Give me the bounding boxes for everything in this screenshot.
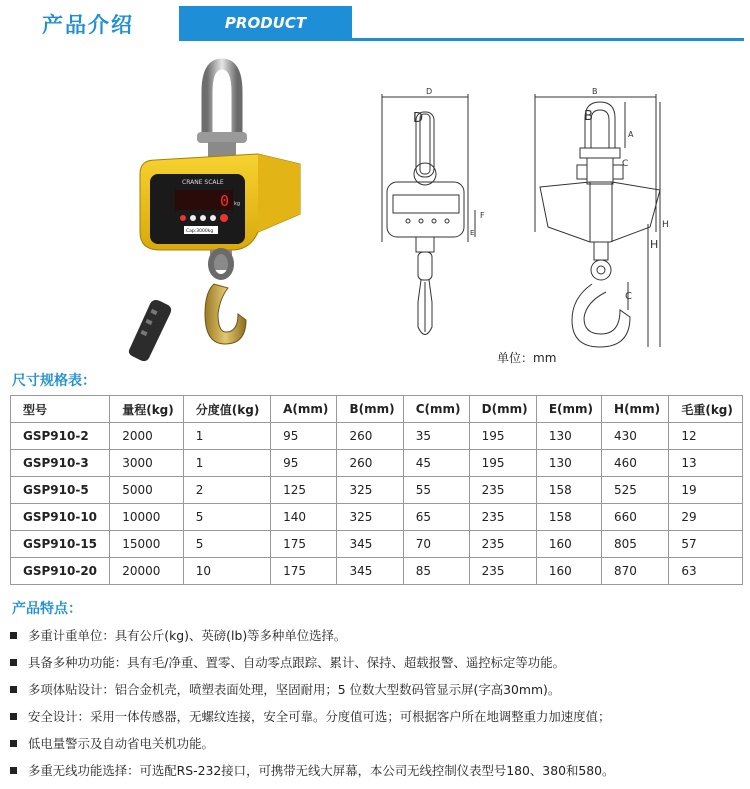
table-cell: 325 — [337, 504, 403, 531]
table-cell: 345 — [337, 531, 403, 558]
table-cell: 870 — [602, 558, 669, 585]
table-cell: 10 — [183, 558, 270, 585]
svg-text:A: A — [628, 130, 634, 139]
bullet-icon — [10, 713, 17, 720]
list-item — [10, 649, 745, 676]
table-cell: 260 — [337, 423, 403, 450]
feature-text: 多项体贴设计：铝合金机壳，喷塑表面处理，坚固耐用；5 位数大型数码管显示屏(字高30mm)。 — [28, 682, 561, 697]
display-unit: kg — [234, 201, 241, 207]
table-cell: 5 — [183, 504, 270, 531]
table-cell: 525 — [602, 477, 669, 504]
table-cell: 13 — [669, 450, 743, 477]
table-cell: 35 — [403, 423, 469, 450]
table-cell: 57 — [669, 531, 743, 558]
feature-text: 安全设计：采用一体传感器，无螺纹连接，安全可靠。分度值可选；可根据客户所在地调整重力加速度值； — [28, 709, 611, 724]
column-header: 毛重(kg) — [669, 396, 743, 423]
table-cell: 660 — [602, 504, 669, 531]
table-cell: GSP910-15 — [11, 531, 110, 558]
cap-label: Cap:3000kg — [186, 229, 214, 234]
table-row — [11, 531, 743, 558]
product-hero — [0, 52, 750, 364]
scale-body-icon — [140, 154, 300, 250]
features-list — [10, 622, 745, 784]
table-cell: 158 — [536, 504, 601, 531]
table-cell: 430 — [602, 423, 669, 450]
list-item — [10, 703, 745, 730]
table-cell: 130 — [536, 450, 601, 477]
table-cell: 195 — [469, 423, 536, 450]
table-cell: 235 — [469, 504, 536, 531]
header-rule — [179, 38, 744, 41]
table-cell: GSP910-3 — [11, 450, 110, 477]
table-cell: GSP910-20 — [11, 558, 110, 585]
table-cell: 19 — [669, 477, 743, 504]
table-cell: 160 — [536, 531, 601, 558]
table-cell: 45 — [403, 450, 469, 477]
list-item — [10, 757, 745, 784]
bullet-icon — [10, 767, 17, 774]
spec-table — [10, 395, 743, 585]
spec-table-title: 尺寸规格表： — [12, 373, 96, 389]
table-cell: 805 — [602, 531, 669, 558]
table-cell: 140 — [271, 504, 337, 531]
svg-text:C: C — [622, 159, 629, 169]
column-header: E(mm) — [536, 396, 601, 423]
table-cell: GSP910-10 — [11, 504, 110, 531]
display-brand: CRANE SCALE — [182, 179, 224, 186]
front-view-drawing — [382, 94, 475, 335]
display-digit: 0 — [220, 192, 230, 210]
table-cell: 460 — [602, 450, 669, 477]
feature-text: 具备多种功功能：具有毛/净重、置零、自动零点跟踪、累计、保持、超载报警、遥控标定等功能。 — [28, 655, 565, 670]
table-cell: 55 — [403, 477, 469, 504]
features-title: 产品特点： — [12, 601, 82, 617]
table-cell: 325 — [337, 477, 403, 504]
table-cell: 195 — [469, 450, 536, 477]
table-cell: 175 — [271, 531, 337, 558]
svg-text:E: E — [470, 229, 475, 237]
bullet-icon — [10, 686, 17, 693]
table-cell: 10000 — [110, 504, 184, 531]
table-cell: 235 — [469, 531, 536, 558]
remote-control-icon — [129, 300, 171, 361]
list-item — [10, 622, 745, 649]
bullet-icon — [10, 740, 17, 747]
column-header: B(mm) — [337, 396, 403, 423]
unit-label: 单位：mm — [497, 351, 557, 365]
svg-text:H: H — [662, 220, 669, 230]
svg-text:B: B — [584, 109, 593, 124]
table-cell: 2000 — [110, 423, 184, 450]
table-header-row — [11, 396, 743, 423]
table-cell: 85 — [403, 558, 469, 585]
table-cell: 5000 — [110, 477, 184, 504]
table-cell: 70 — [403, 531, 469, 558]
bullet-icon — [10, 632, 17, 639]
product-illustration — [0, 52, 750, 364]
svg-text:C: C — [625, 291, 632, 302]
table-cell: 125 — [271, 477, 337, 504]
table-cell: 175 — [271, 558, 337, 585]
table-cell: 2 — [183, 477, 270, 504]
section-title-en: PRODUCT DESCRIPTION — [179, 6, 352, 40]
table-row — [11, 477, 743, 504]
feature-text: 多重计重单位：具有公斤(kg)、英磅(lb)等多种单位选择。 — [28, 628, 347, 643]
table-cell: 20000 — [110, 558, 184, 585]
table-cell: GSP910-2 — [11, 423, 110, 450]
list-item — [10, 676, 745, 703]
section-title-cn: 产品介绍 — [42, 13, 134, 37]
svg-text:H: H — [650, 238, 659, 251]
table-cell: 160 — [536, 558, 601, 585]
table-row — [11, 423, 743, 450]
side-view-drawing — [535, 94, 660, 347]
table-cell: 29 — [669, 504, 743, 531]
table-cell: 260 — [337, 450, 403, 477]
column-header: 分度值(kg) — [183, 396, 270, 423]
column-header: 量程(kg) — [110, 396, 184, 423]
bullet-icon — [10, 659, 17, 666]
table-cell: 235 — [469, 477, 536, 504]
svg-text:B: B — [592, 87, 598, 96]
svg-text:D: D — [426, 87, 433, 96]
table-cell: 1 — [183, 423, 270, 450]
table-cell: 345 — [337, 558, 403, 585]
feature-text: 低电量警示及自动省电关机功能。 — [28, 736, 214, 751]
table-row — [11, 450, 743, 477]
column-header: C(mm) — [403, 396, 469, 423]
section-header — [0, 0, 750, 66]
table-cell: 5 — [183, 531, 270, 558]
table-cell: 12 — [669, 423, 743, 450]
table-cell: 95 — [271, 423, 337, 450]
table-cell: 235 — [469, 558, 536, 585]
table-cell: 63 — [669, 558, 743, 585]
table-row — [11, 558, 743, 585]
table-cell: 1 — [183, 450, 270, 477]
table-row — [11, 504, 743, 531]
table-cell: 95 — [271, 450, 337, 477]
svg-text:D: D — [413, 111, 424, 126]
column-header: 型号 — [11, 396, 110, 423]
table-cell: GSP910-5 — [11, 477, 110, 504]
feature-text: 多重无线功能选择：可选配RS-232接口，可携带无线大屏幕，本公司无线控制仪表型号180、380和580。 — [28, 763, 615, 778]
list-item — [10, 730, 745, 757]
table-cell: 65 — [403, 504, 469, 531]
table-cell: 158 — [536, 477, 601, 504]
column-header: H(mm) — [602, 396, 669, 423]
svg-text:F: F — [480, 211, 485, 220]
shackle-icon — [197, 64, 247, 162]
table-cell: 15000 — [110, 531, 184, 558]
column-header: A(mm) — [271, 396, 337, 423]
column-header: D(mm) — [469, 396, 536, 423]
hook-icon — [205, 250, 246, 344]
table-cell: 3000 — [110, 450, 184, 477]
table-cell: 130 — [536, 423, 601, 450]
